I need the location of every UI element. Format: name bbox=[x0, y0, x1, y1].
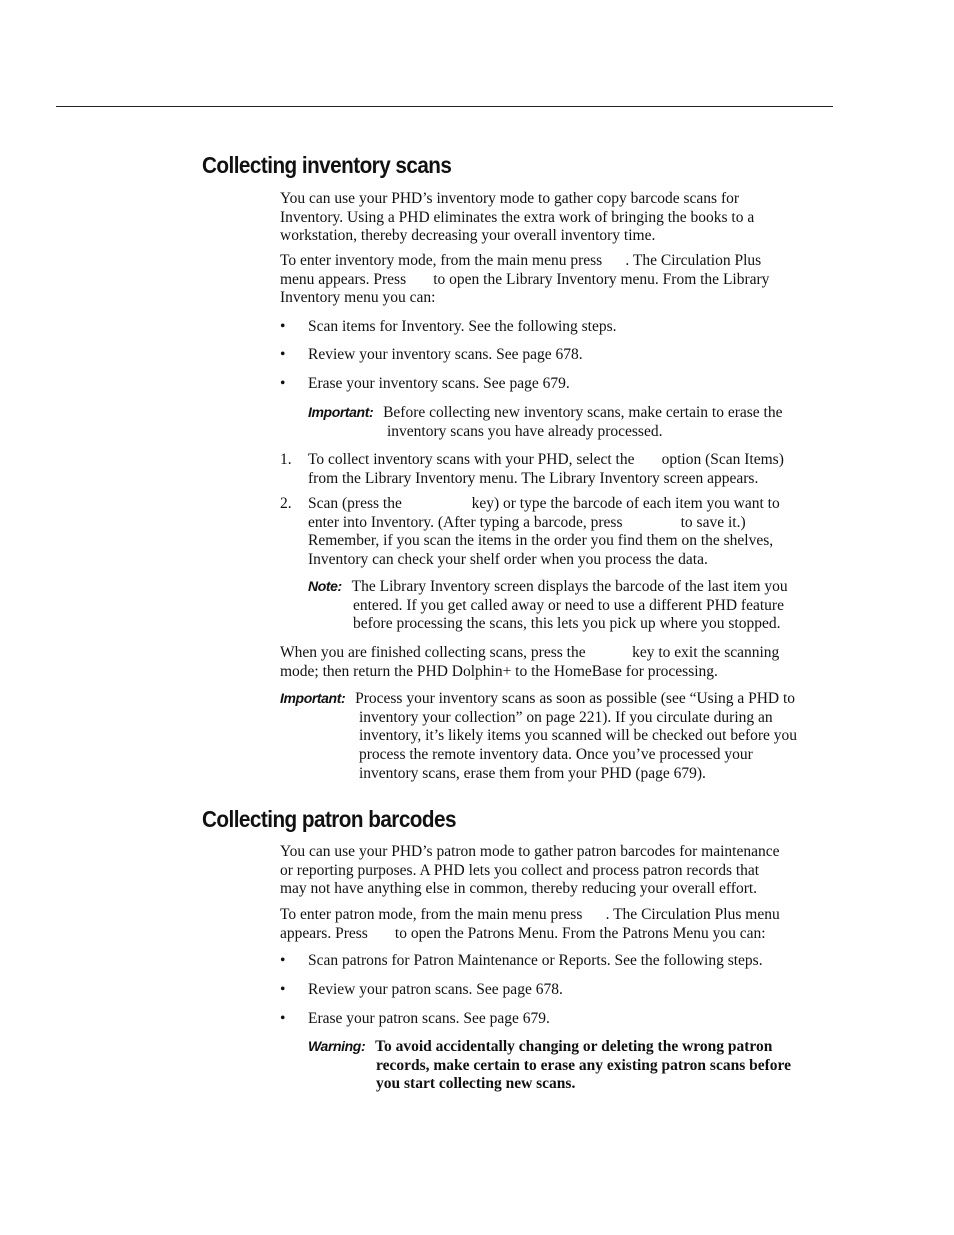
important-note-2 bbox=[280, 689, 797, 784]
step-text-line: enter into Inventory. (After typing a barcode, press to save it.) bbox=[308, 513, 746, 531]
important-text-line: inventory scans you have already processed. bbox=[387, 422, 663, 440]
note-label: Note: bbox=[308, 578, 342, 594]
bullet-icon: • bbox=[280, 346, 286, 363]
text-line: workstation, thereby decreasing your overall inventory time. bbox=[280, 227, 656, 245]
important-text-line: Process your inventory scans as soon as possible (see “Using a PHD to bbox=[355, 690, 796, 707]
bullet-icon: • bbox=[280, 318, 286, 335]
important-text-line: Before collecting new inventory scans, make certain to erase the bbox=[383, 404, 783, 421]
important-label: Important: bbox=[280, 690, 346, 706]
important-label: Important: bbox=[308, 404, 374, 420]
section-heading-patron: Collecting patron barcodes bbox=[202, 806, 456, 832]
note-text-line: The Library Inventory screen displays the barcode of the last item you bbox=[351, 578, 788, 595]
step-text-line: Remember, if you scan the items in the order you find them on the shelves, bbox=[308, 532, 774, 550]
text-line: To enter patron mode, from the main menu press . The Circulation Plus menu bbox=[280, 906, 780, 923]
warning-text-line: To avoid accidentally changing or deleting the wrong patron bbox=[375, 1038, 773, 1055]
note-text-line: before processing the scans, this lets you pick up where you stopped. bbox=[353, 615, 781, 633]
step-number: 2. bbox=[280, 495, 292, 512]
step-text-line: Inventory can check your shelf order when you process the data. bbox=[308, 551, 708, 569]
finish-paragraph bbox=[280, 644, 840, 681]
text-line: may not have anything else in common, thereby reducing your overall effort. bbox=[280, 880, 758, 898]
bullet-text: Review your inventory scans. See page 678. bbox=[308, 346, 583, 363]
text-line: appears. Press to open the Patrons Menu. From the Patrons Menu you can: bbox=[280, 924, 766, 942]
step-number: 1. bbox=[280, 451, 292, 468]
bullet-icon: • bbox=[280, 952, 286, 969]
bullet-icon: • bbox=[280, 1010, 286, 1027]
step-text-line: To collect inventory scans with your PHD, select the option (Scan Items) bbox=[308, 451, 784, 468]
bullet-text: Scan items for Inventory. See the following steps. bbox=[308, 318, 617, 335]
bullet-text: Erase your inventory scans. See page 679. bbox=[308, 375, 570, 392]
section-heading-inventory: Collecting inventory scans bbox=[202, 152, 452, 178]
bullet-icon: • bbox=[280, 981, 286, 998]
warning-text-line: records, make certain to erase any existing patron scans before bbox=[376, 1056, 791, 1074]
inventory-intro-paragraph bbox=[280, 190, 840, 246]
warning-text-line: you start collecting new scans. bbox=[376, 1075, 576, 1093]
text-line: Inventory menu you can: bbox=[280, 289, 436, 307]
important-text-line: process the remote inventory data. Once you’ve processed your bbox=[359, 746, 753, 764]
text-line: You can use your PHD’s inventory mode to gather copy barcode scans for bbox=[280, 190, 740, 207]
text-line: or reporting purposes. A PHD lets you collect and process patron records that bbox=[280, 861, 760, 879]
step-text-line: Scan (press the key) or type the barcode of each item you want to bbox=[308, 495, 780, 512]
inventory-enter-paragraph bbox=[280, 252, 840, 308]
text-line: To enter inventory mode, from the main menu press . The Circulation Plus bbox=[280, 252, 762, 269]
text-line: menu appears. Press to open the Library Inventory menu. From the Library bbox=[280, 270, 770, 288]
bullet-icon: • bbox=[280, 375, 286, 392]
bullet-text: Erase your patron scans. See page 679. bbox=[308, 1010, 550, 1027]
bullet-text: Scan patrons for Patron Maintenance or Reports. See the following steps. bbox=[308, 952, 763, 969]
header-rule bbox=[56, 106, 833, 107]
bullet-text: Review your patron scans. See page 678. bbox=[308, 981, 563, 998]
note-text-line: entered. If you get called away or need to use a different PHD feature bbox=[353, 596, 784, 614]
text-line: mode; then return the PHD Dolphin+ to the HomeBase for processing. bbox=[280, 662, 718, 680]
note-block bbox=[308, 577, 788, 634]
text-line: When you are finished collecting scans, press the key to exit the scanning bbox=[280, 644, 780, 661]
patron-enter-paragraph bbox=[280, 906, 840, 943]
text-line: Inventory. Using a PHD eliminates the extra work of bringing the books to a bbox=[280, 208, 755, 226]
text-line: You can use your PHD’s patron mode to gather patron barcodes for maintenance bbox=[280, 843, 780, 860]
important-text-line: inventory, it’s likely items you scanned will be checked out before you bbox=[359, 727, 798, 745]
warning-label: Warning: bbox=[308, 1038, 366, 1054]
important-text-line: inventory your collection” on page 221). If you circulate during an bbox=[359, 708, 773, 726]
patron-intro-paragraph bbox=[280, 843, 840, 899]
warning-block bbox=[308, 1037, 791, 1094]
important-note-1 bbox=[308, 403, 782, 441]
step-text-line: from the Library Inventory menu. The Library Inventory screen appears. bbox=[308, 469, 759, 487]
important-text-line: inventory scans, erase them from your PHD (page 679). bbox=[359, 764, 706, 782]
